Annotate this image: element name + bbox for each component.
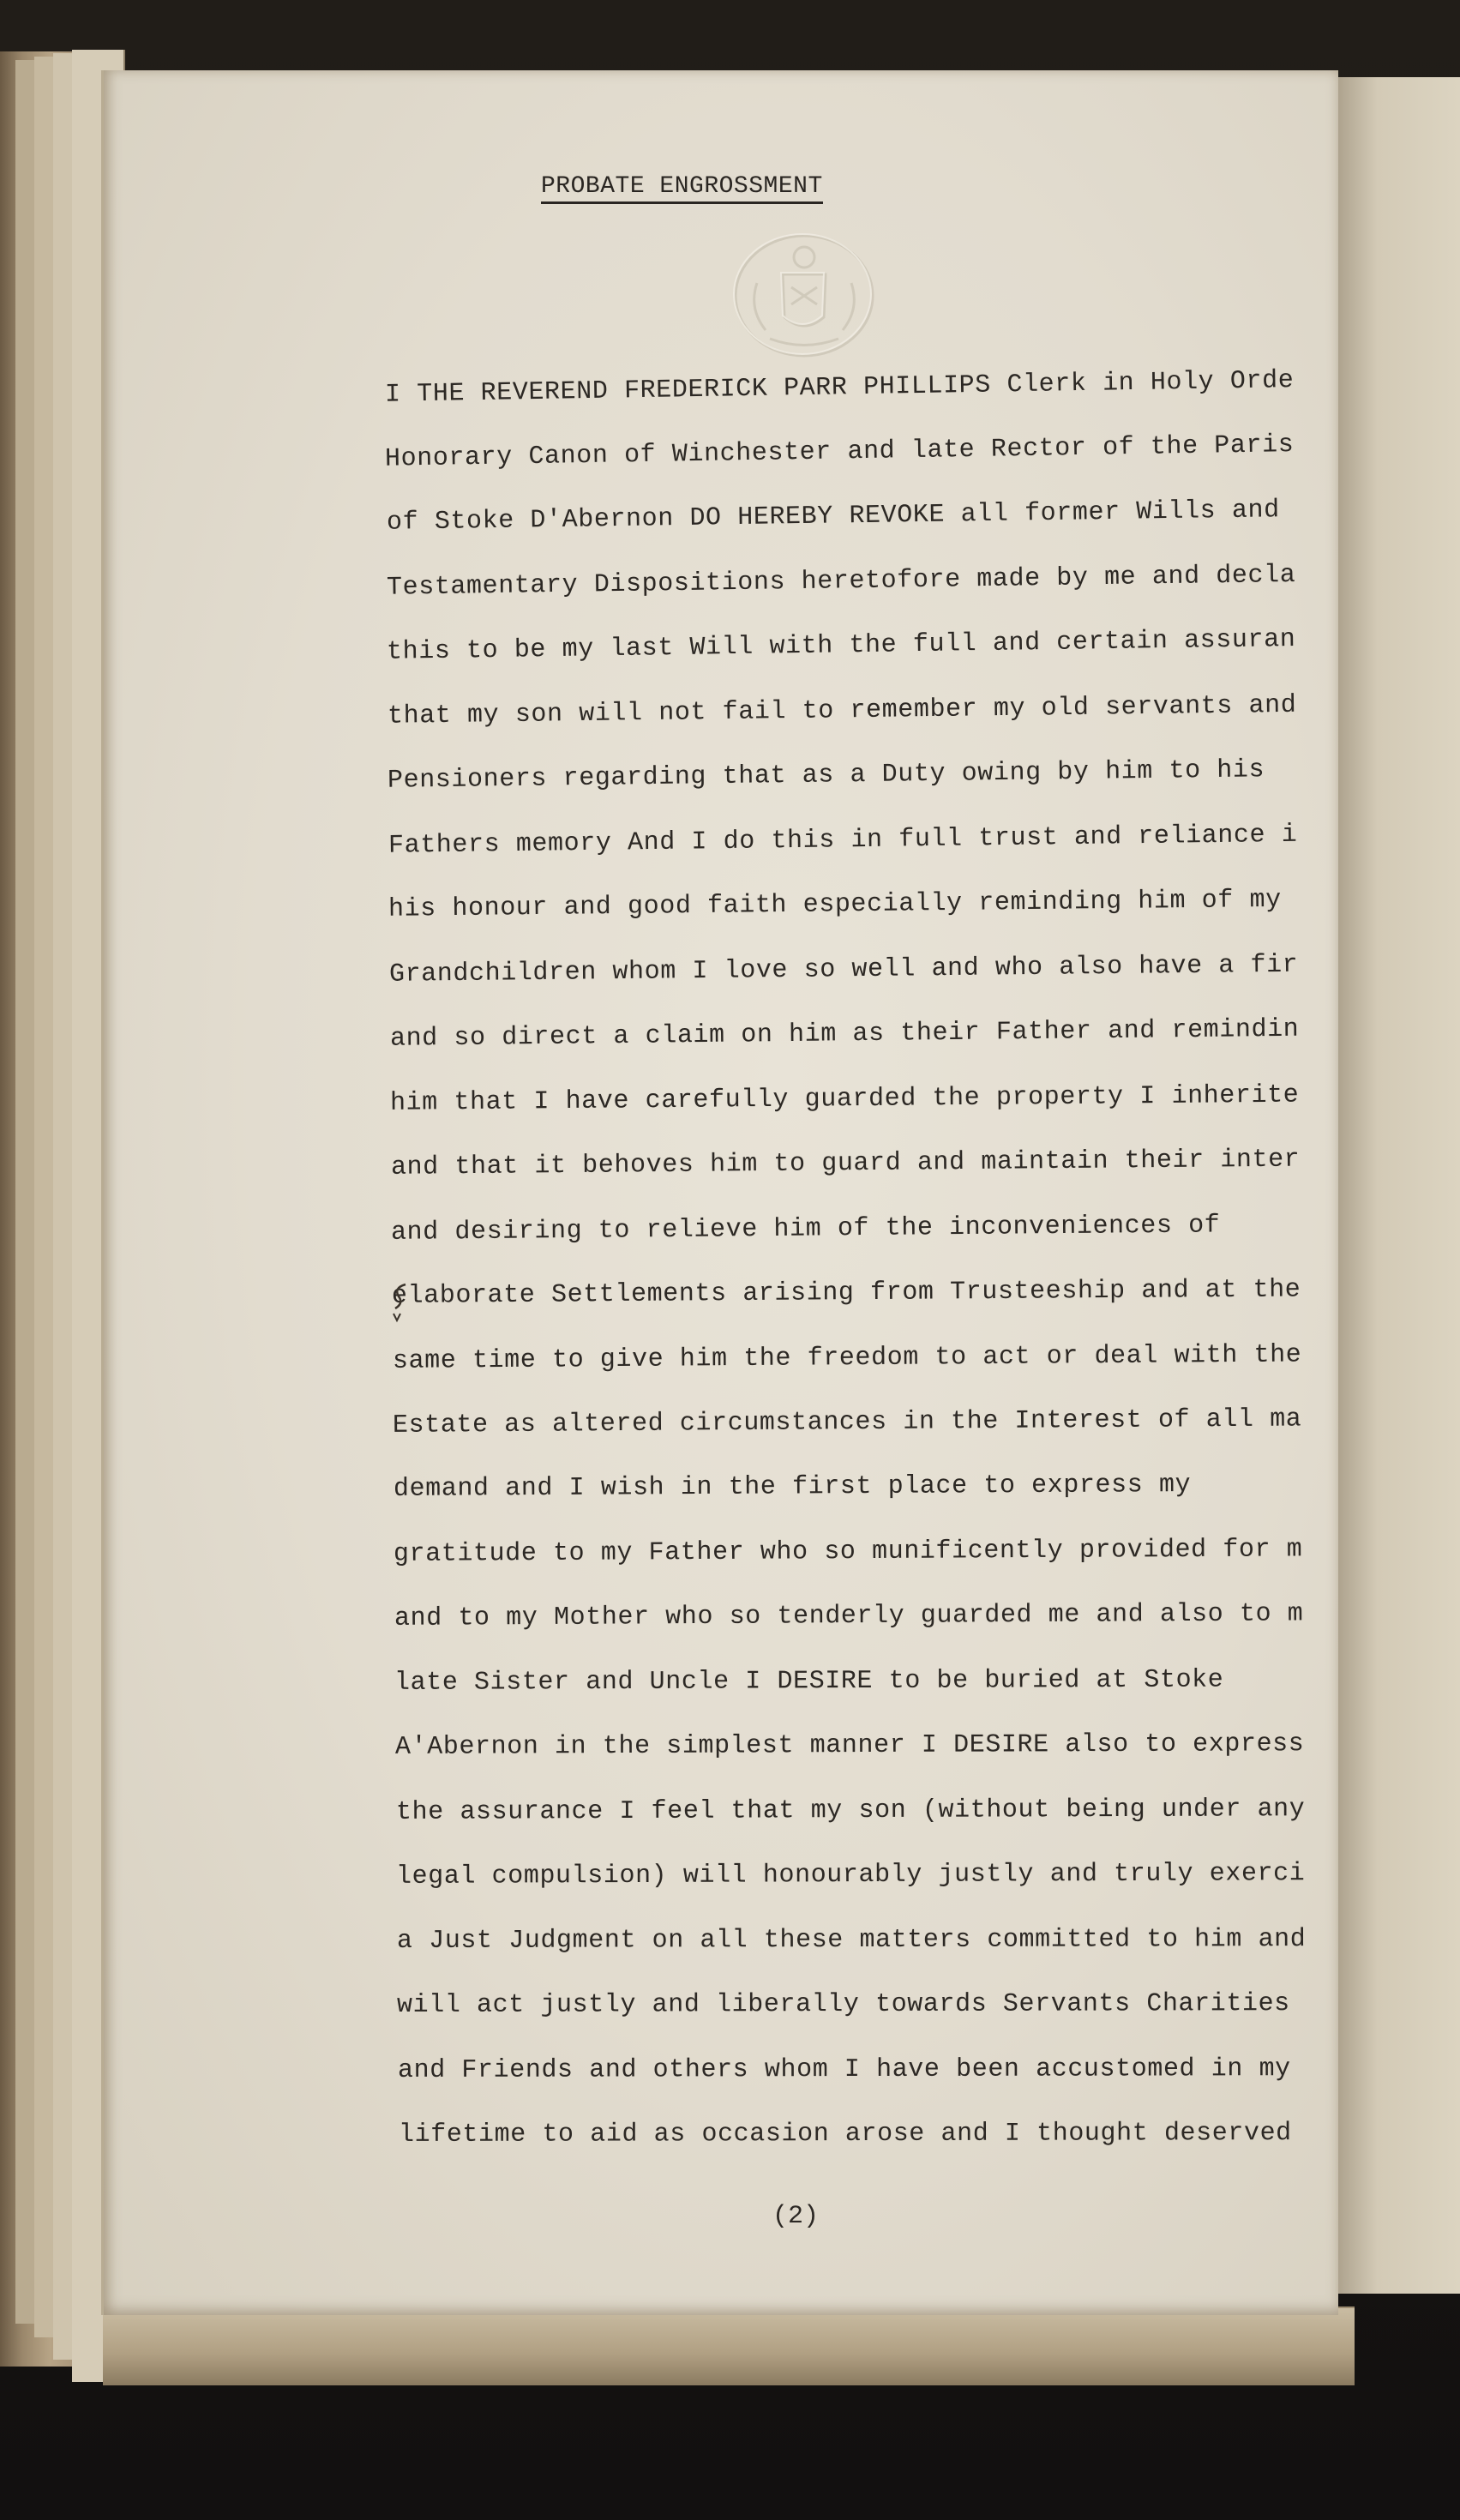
text-line: Estate as altered circumstances in the Interest of all ma xyxy=(392,1404,1302,1440)
handwritten-correction-mark xyxy=(387,1279,421,1324)
text-line: legal compulsion) will honourably justly and truly exerci xyxy=(395,1859,1306,1892)
text-line: will act justly and liberally towards Servants Charities xyxy=(396,1989,1290,2020)
text-line: and to my Mother who so tenderly guarded me and also to m xyxy=(394,1599,1304,1633)
text-line: and that it behoves him to guard and maintain their inter xyxy=(390,1145,1301,1182)
text-line: Honorary Canon of Winchester and late Rector of the Paris xyxy=(384,430,1295,474)
text-line: Testamentary Dispositions heretofore made by me and decla xyxy=(386,560,1296,603)
text-line: Grandchildren whom I love so well and who also have a fir xyxy=(388,950,1299,989)
text-line: gratitude to my Father who so munificently provided for m xyxy=(393,1535,1303,1569)
text-line: Pensioners regarding that as a Duty owing by him to his xyxy=(387,755,1265,796)
document-title: PROBATE ENGROSSMENT xyxy=(541,173,823,204)
text-line: his honour and good faith especially reminding him of my xyxy=(388,885,1282,924)
text-line: I THE REVEREND FREDERICK PARR PHILLIPS Clerk in Holy Orde xyxy=(384,366,1295,410)
text-line: him that I have carefully guarded the property I inherite xyxy=(389,1080,1300,1118)
document-page xyxy=(101,70,1338,2315)
page-bottom-edge xyxy=(103,2306,1355,2385)
text-line: elaborate Settlements arising from Trusteeship and at the xyxy=(391,1275,1301,1311)
text-line: demand and I wish in the first place to express my xyxy=(393,1471,1192,1504)
text-line: that my son will not fail to remember my old servants and xyxy=(387,690,1297,731)
text-line: A'Abernon in the simplest manner I DESIRE also to express xyxy=(394,1729,1305,1762)
text-line: same time to give him the freedom to act or deal with the xyxy=(392,1340,1302,1376)
text-line: late Sister and Uncle I DESIRE to be buried at Stoke xyxy=(394,1665,1224,1698)
adjacent-page xyxy=(1333,77,1460,2294)
text-line: of Stoke D'Abernon DO HEREBY REVOKE all former Wills and xyxy=(386,496,1280,538)
page-number: (2) xyxy=(772,2202,820,2231)
text-line: and desiring to relieve him of the inconveniences of xyxy=(390,1211,1221,1248)
text-line: and so direct a claim on him as their Father and remindin xyxy=(389,1014,1300,1054)
will-text xyxy=(104,70,1338,2315)
text-line: and Friends and others whom I have been accustomed in my xyxy=(397,2054,1291,2085)
text-line: this to be my last Will with the full and certain assuran xyxy=(386,624,1296,667)
text-line: Fathers memory And I do this in full trust and reliance i xyxy=(388,820,1298,861)
text-line: lifetime to aid as occasion arose and I thought deserved xyxy=(398,2119,1292,2150)
text-line: a Just Judgment on all these matters committed to him and xyxy=(396,1925,1307,1956)
text-line: the assurance I feel that my son (without being under any xyxy=(395,1795,1306,1827)
